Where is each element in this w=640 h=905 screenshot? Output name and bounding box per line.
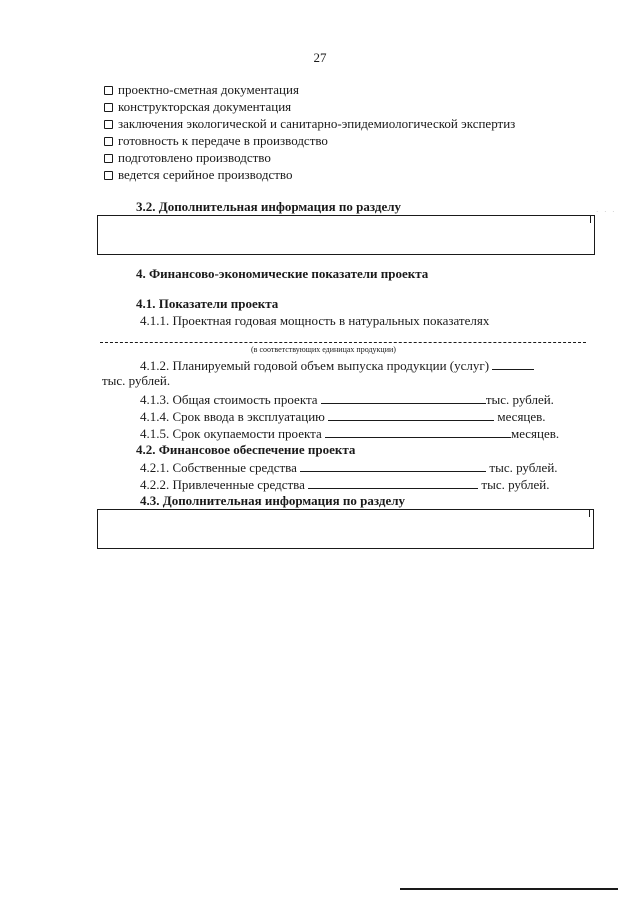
- item-4-1-4-fill-line[interactable]: [328, 408, 494, 421]
- item-4-1-5-fill-line[interactable]: [325, 425, 511, 438]
- checklist-item[interactable]: конструкторская документация: [104, 98, 515, 115]
- footer-rule: [400, 888, 618, 890]
- item-4-1-3-unit: тыс. рублей.: [485, 392, 554, 407]
- section-4-heading: 4. Финансово-экономические показатели проекта: [136, 266, 429, 281]
- checklist-item[interactable]: подготовлено производство: [104, 149, 515, 166]
- item-4-2-2-fill-line[interactable]: [308, 476, 478, 489]
- item-4-1-1-label: 4.1.1. Проектная годовая мощность в натуральных показателях: [140, 313, 490, 328]
- checklist: [104, 81, 515, 183]
- checklist-item[interactable]: готовность к передаче в производство: [104, 132, 515, 149]
- checkbox-icon[interactable]: [104, 171, 113, 180]
- checkbox-icon[interactable]: [104, 120, 113, 129]
- checkbox-icon[interactable]: [104, 137, 113, 146]
- item-4-1-3-label: 4.1.3. Общая стоимость проекта: [140, 392, 318, 407]
- checkbox-icon[interactable]: [104, 154, 113, 163]
- checkbox-icon[interactable]: [104, 86, 113, 95]
- item-4-1-4-label: 4.1.4. Срок ввода в эксплуатацию: [140, 409, 325, 424]
- item-4-2-1-label: 4.2.1. Собственные средства: [140, 460, 297, 475]
- checkbox-icon[interactable]: [104, 103, 113, 112]
- item-4-1-4-unit: месяцев.: [497, 409, 546, 424]
- section-3-2-heading: 3.2. Дополнительная информация по разделу: [136, 199, 402, 214]
- scan-specks: · · ·: [596, 208, 617, 216]
- item-4-1-4-row: [140, 408, 546, 425]
- section-4-3-input-box[interactable]: [97, 509, 594, 549]
- item-4-1-5-unit: месяцев.: [510, 426, 560, 441]
- item-4-1-2-row: [140, 357, 534, 374]
- item-4-2-2-row: [140, 476, 550, 493]
- item-4-2-1-unit: тыс. рублей.: [489, 460, 558, 475]
- item-4-2-2-unit: тыс. рублей.: [481, 477, 550, 492]
- item-4-1-2-fill-line[interactable]: [492, 357, 534, 370]
- item-4-2-2-label: 4.2.2. Привлеченные средства: [140, 477, 305, 492]
- item-4-2-1-row: [140, 459, 558, 476]
- section-3-2-input-box[interactable]: [97, 215, 595, 255]
- page-number: 27: [313, 50, 327, 65]
- item-4-1-1-hint: (в соответствующих единицах продукции): [251, 345, 396, 354]
- checklist-item[interactable]: проектно-сметная документация: [104, 81, 515, 98]
- section-4-3-heading: 4.3. Дополнительная информация по разделу: [140, 493, 406, 508]
- item-4-2-1-fill-line[interactable]: [300, 459, 486, 472]
- section-4-2-heading: 4.2. Финансовое обеспечение проекта: [136, 442, 356, 457]
- item-4-1-1-fill-line[interactable]: [100, 342, 586, 343]
- item-4-1-2-unit: тыс. рублей.: [102, 373, 171, 388]
- checklist-item[interactable]: заключения экологической и санитарно-эпидемиологической экспертиз: [104, 115, 515, 132]
- item-4-1-2-label: 4.1.2. Планируемый годовой объем выпуска продукции (услуг): [140, 358, 490, 373]
- checklist-item[interactable]: ведется серийное производство: [104, 166, 515, 183]
- section-4-1-heading: 4.1. Показатели проекта: [136, 296, 279, 311]
- item-4-1-5-row: [140, 425, 559, 442]
- item-4-1-3-fill-line[interactable]: [321, 391, 486, 404]
- item-4-1-5-label: 4.1.5. Срок окупаемости проекта: [140, 426, 322, 441]
- item-4-1-3-row: [140, 391, 554, 408]
